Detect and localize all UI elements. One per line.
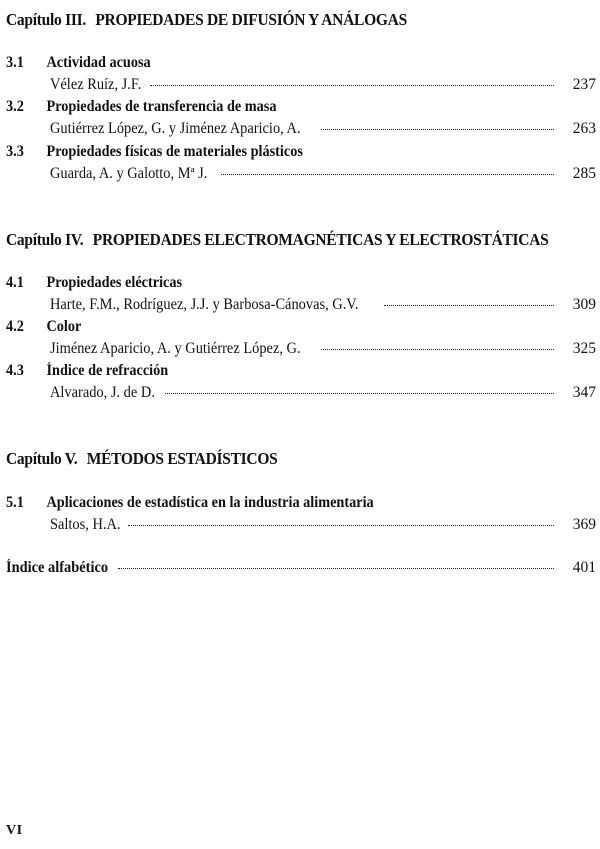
section-title: Índice de refracción — [46, 362, 169, 379]
entry-page: 285 — [572, 165, 596, 182]
entry-authors: Harte, F.M., Rodríguez, J.J. y Barbosa-Cánovas, G.V. — [50, 296, 359, 313]
toc-entry[interactable] — [50, 120, 596, 138]
dot-leader — [128, 525, 554, 526]
toc-entry[interactable] — [50, 340, 596, 358]
entry-authors: Vélez Ruíz, J.F. — [50, 76, 142, 93]
dot-leader — [384, 305, 554, 306]
dot-leader — [165, 393, 554, 394]
page-folio: VI — [6, 823, 23, 838]
section-number: 3.3 — [6, 143, 24, 160]
index-label: Índice alfabético — [6, 559, 109, 576]
section-number: 3.2 — [6, 98, 24, 115]
toc-entry[interactable] — [50, 384, 596, 402]
entry-authors: Guarda, A. y Galotto, Mª J. — [50, 165, 208, 182]
index-page: 401 — [572, 559, 596, 576]
section-heading — [6, 143, 303, 161]
chapter-number: Capítulo IV. — [6, 230, 84, 249]
section-heading — [6, 494, 374, 512]
index-entry[interactable] — [6, 559, 596, 577]
section-title: Color — [46, 318, 82, 335]
section-heading — [6, 54, 151, 72]
toc-entry[interactable] — [50, 516, 596, 534]
section-title: Actividad acuosa — [46, 54, 151, 71]
section-heading — [6, 98, 276, 116]
entry-page: 263 — [572, 120, 596, 137]
chapter-number: Capítulo V. — [6, 449, 78, 468]
entry-page: 325 — [572, 340, 596, 357]
entry-page: 369 — [572, 516, 596, 533]
section-number: 3.1 — [6, 54, 24, 71]
entry-page: 309 — [572, 296, 596, 313]
section-number: 4.2 — [6, 318, 24, 335]
entry-authors: Alvarado, J. de D. — [50, 384, 155, 401]
dot-leader — [150, 85, 554, 86]
chapter-title: PROPIEDADES DE DIFUSIÓN Y ANÁLOGAS — [95, 10, 407, 29]
dot-leader — [118, 568, 554, 569]
chapter-heading — [6, 10, 407, 30]
section-title: Propiedades físicas de materiales plásticos — [46, 143, 303, 160]
section-heading — [6, 362, 168, 380]
toc-entry[interactable] — [50, 296, 596, 314]
entry-authors: Saltos, H.A. — [50, 516, 121, 533]
chapter-heading — [6, 230, 548, 250]
section-heading — [6, 318, 81, 336]
entry-page: 347 — [572, 384, 596, 401]
dot-leader — [321, 349, 554, 350]
section-number: 4.1 — [6, 274, 24, 291]
section-title: Aplicaciones de estadística en la industria alimentaria — [46, 494, 374, 511]
entry-authors: Gutiérrez López, G. y Jiménez Aparicio, A. — [50, 120, 301, 137]
section-title: Propiedades eléctricas — [46, 274, 183, 291]
toc-entry[interactable] — [50, 76, 596, 94]
dot-leader — [321, 129, 554, 130]
section-number: 4.3 — [6, 362, 24, 379]
section-number: 5.1 — [6, 494, 24, 511]
section-title: Propiedades de transferencia de masa — [46, 98, 277, 115]
chapter-heading — [6, 449, 277, 469]
section-heading — [6, 274, 182, 292]
entry-authors: Jiménez Aparicio, A. y Gutiérrez López, G. — [50, 340, 301, 357]
chapter-number: Capítulo III. — [6, 10, 86, 29]
chapter-title: MÉTODOS ESTADÍSTICOS — [86, 449, 278, 468]
entry-page: 237 — [572, 76, 596, 93]
dot-leader — [221, 174, 554, 175]
toc-entry[interactable] — [50, 165, 596, 183]
chapter-title: PROPIEDADES ELECTROMAGNÉTICAS Y ELECTROSTÁTICAS — [92, 230, 549, 249]
